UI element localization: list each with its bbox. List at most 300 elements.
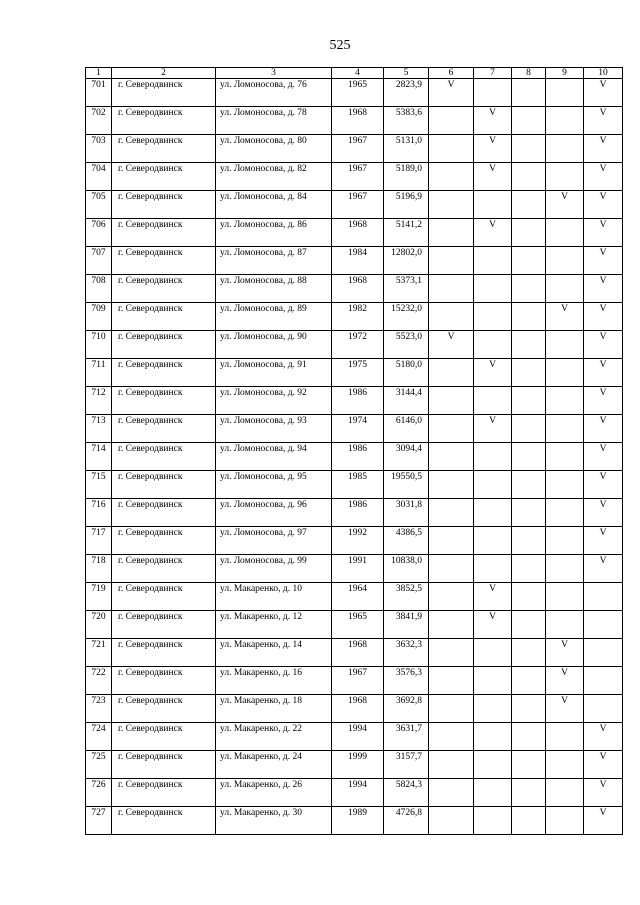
table-row xyxy=(86,79,623,107)
table-row xyxy=(86,219,623,247)
address-cell: ул. Макаренко, д. 14 xyxy=(216,639,332,667)
mark-cell-col-10: V xyxy=(584,303,623,331)
table-row xyxy=(86,247,623,275)
mark-cell-col-8 xyxy=(512,387,546,415)
mark-cell-col-7 xyxy=(474,387,512,415)
city-cell: г. Северодвинск xyxy=(112,527,216,555)
address-cell: ул. Ломоносова, д. 93 xyxy=(216,415,332,443)
table-row xyxy=(86,583,623,611)
mark-cell-col-7 xyxy=(474,471,512,499)
address-cell: ул. Ломоносова, д. 91 xyxy=(216,359,332,387)
mark-cell-col-9 xyxy=(546,499,584,527)
mark-cell-col-10: V xyxy=(584,443,623,471)
mark-cell-col-8 xyxy=(512,331,546,359)
mark-cell-col-8 xyxy=(512,555,546,583)
mark-cell-col-9 xyxy=(546,527,584,555)
column-header: 8 xyxy=(512,68,546,79)
city-cell: г. Северодвинск xyxy=(112,583,216,611)
mark-cell-col-9 xyxy=(546,583,584,611)
year-cell: 1986 xyxy=(332,499,384,527)
mark-cell-col-8 xyxy=(512,415,546,443)
mark-cell-col-7 xyxy=(474,751,512,779)
year-cell: 1992 xyxy=(332,527,384,555)
row-number-cell: 718 xyxy=(86,555,112,583)
address-cell: ул. Ломоносова, д. 86 xyxy=(216,219,332,247)
mark-cell-col-8 xyxy=(512,443,546,471)
city-cell: г. Северодвинск xyxy=(112,807,216,835)
mark-cell-col-6 xyxy=(429,303,474,331)
year-cell: 1967 xyxy=(332,667,384,695)
table-row xyxy=(86,415,623,443)
column-header: 3 xyxy=(216,68,332,79)
row-number-cell: 723 xyxy=(86,695,112,723)
mark-cell-col-6 xyxy=(429,583,474,611)
mark-cell-col-8 xyxy=(512,471,546,499)
column-header: 9 xyxy=(546,68,584,79)
table-row xyxy=(86,471,623,499)
area-cell: 3692,8 xyxy=(384,695,429,723)
mark-cell-col-9 xyxy=(546,331,584,359)
year-cell: 1994 xyxy=(332,723,384,751)
area-cell: 5180,0 xyxy=(384,359,429,387)
mark-cell-col-10 xyxy=(584,611,623,639)
city-cell: г. Северодвинск xyxy=(112,247,216,275)
mark-cell-col-7 xyxy=(474,303,512,331)
row-number-cell: 713 xyxy=(86,415,112,443)
mark-cell-col-10: V xyxy=(584,247,623,275)
mark-cell-col-6 xyxy=(429,723,474,751)
mark-cell-col-9: V xyxy=(546,639,584,667)
table-row xyxy=(86,555,623,583)
mark-cell-col-9 xyxy=(546,611,584,639)
year-cell: 1967 xyxy=(332,135,384,163)
row-number-cell: 717 xyxy=(86,527,112,555)
row-number-cell: 716 xyxy=(86,499,112,527)
year-cell: 1967 xyxy=(332,191,384,219)
mark-cell-col-6 xyxy=(429,415,474,443)
mark-cell-col-9 xyxy=(546,807,584,835)
mark-cell-col-6 xyxy=(429,359,474,387)
year-cell: 1974 xyxy=(332,415,384,443)
mark-cell-col-9 xyxy=(546,415,584,443)
column-header: 5 xyxy=(384,68,429,79)
mark-cell-col-8 xyxy=(512,779,546,807)
year-cell: 1968 xyxy=(332,695,384,723)
table-row xyxy=(86,751,623,779)
column-header: 1 xyxy=(86,68,112,79)
address-cell: ул. Ломоносова, д. 82 xyxy=(216,163,332,191)
mark-cell-col-9: V xyxy=(546,695,584,723)
mark-cell-col-7 xyxy=(474,331,512,359)
area-cell: 5373,1 xyxy=(384,275,429,303)
address-cell: ул. Макаренко, д. 24 xyxy=(216,751,332,779)
year-cell: 1965 xyxy=(332,611,384,639)
mark-cell-col-6 xyxy=(429,163,474,191)
mark-cell-col-8 xyxy=(512,219,546,247)
year-cell: 1968 xyxy=(332,107,384,135)
table-row xyxy=(86,275,623,303)
address-cell: ул. Ломоносова, д. 95 xyxy=(216,471,332,499)
mark-cell-col-6 xyxy=(429,555,474,583)
area-cell: 3841,9 xyxy=(384,611,429,639)
row-number-cell: 720 xyxy=(86,611,112,639)
table-row xyxy=(86,359,623,387)
mark-cell-col-9: V xyxy=(546,303,584,331)
year-cell: 1968 xyxy=(332,219,384,247)
mark-cell-col-8 xyxy=(512,611,546,639)
address-cell: ул. Ломоносова, д. 92 xyxy=(216,387,332,415)
row-number-cell: 709 xyxy=(86,303,112,331)
address-cell: ул. Макаренко, д. 30 xyxy=(216,807,332,835)
table-row xyxy=(86,527,623,555)
mark-cell-col-10: V xyxy=(584,527,623,555)
column-header: 7 xyxy=(474,68,512,79)
year-cell: 1986 xyxy=(332,443,384,471)
address-cell: ул. Ломоносова, д. 87 xyxy=(216,247,332,275)
mark-cell-col-8 xyxy=(512,583,546,611)
mark-cell-col-10: V xyxy=(584,751,623,779)
table-row xyxy=(86,387,623,415)
city-cell: г. Северодвинск xyxy=(112,695,216,723)
address-cell: ул. Ломоносова, д. 76 xyxy=(216,79,332,107)
year-cell: 1985 xyxy=(332,471,384,499)
address-cell: ул. Ломоносова, д. 96 xyxy=(216,499,332,527)
mark-cell-col-7 xyxy=(474,555,512,583)
mark-cell-col-10 xyxy=(584,695,623,723)
table-row xyxy=(86,135,623,163)
row-number-cell: 705 xyxy=(86,191,112,219)
year-cell: 1999 xyxy=(332,751,384,779)
mark-cell-col-7 xyxy=(474,275,512,303)
address-cell: ул. Макаренко, д. 16 xyxy=(216,667,332,695)
city-cell: г. Северодвинск xyxy=(112,275,216,303)
address-cell: ул. Ломоносова, д. 99 xyxy=(216,555,332,583)
city-cell: г. Северодвинск xyxy=(112,751,216,779)
city-cell: г. Северодвинск xyxy=(112,667,216,695)
table-row xyxy=(86,443,623,471)
mark-cell-col-6 xyxy=(429,779,474,807)
row-number-cell: 714 xyxy=(86,443,112,471)
table-row xyxy=(86,191,623,219)
mark-cell-col-10: V xyxy=(584,499,623,527)
year-cell: 1982 xyxy=(332,303,384,331)
mark-cell-col-10 xyxy=(584,667,623,695)
year-cell: 1967 xyxy=(332,163,384,191)
year-cell: 1984 xyxy=(332,247,384,275)
mark-cell-col-6: V xyxy=(429,79,474,107)
mark-cell-col-6 xyxy=(429,247,474,275)
mark-cell-col-9: V xyxy=(546,191,584,219)
year-cell: 1964 xyxy=(332,583,384,611)
column-header: 6 xyxy=(429,68,474,79)
address-cell: ул. Макаренко, д. 26 xyxy=(216,779,332,807)
address-cell: ул. Ломоносова, д. 94 xyxy=(216,443,332,471)
mark-cell-col-8 xyxy=(512,79,546,107)
mark-cell-col-10: V xyxy=(584,275,623,303)
mark-cell-col-10: V xyxy=(584,79,623,107)
mark-cell-col-7 xyxy=(474,247,512,275)
column-header: 2 xyxy=(112,68,216,79)
mark-cell-col-7 xyxy=(474,527,512,555)
year-cell: 1986 xyxy=(332,387,384,415)
row-number-cell: 711 xyxy=(86,359,112,387)
mark-cell-col-10: V xyxy=(584,359,623,387)
year-cell: 1972 xyxy=(332,331,384,359)
mark-cell-col-8 xyxy=(512,191,546,219)
area-cell: 15232,0 xyxy=(384,303,429,331)
table-row xyxy=(86,695,623,723)
mark-cell-col-6: V xyxy=(429,331,474,359)
area-cell: 5523,0 xyxy=(384,331,429,359)
area-cell: 10838,0 xyxy=(384,555,429,583)
city-cell: г. Северодвинск xyxy=(112,163,216,191)
mark-cell-col-8 xyxy=(512,639,546,667)
mark-cell-col-7 xyxy=(474,639,512,667)
column-header: 10 xyxy=(584,68,623,79)
mark-cell-col-8 xyxy=(512,247,546,275)
city-cell: г. Северодвинск xyxy=(112,471,216,499)
mark-cell-col-10: V xyxy=(584,415,623,443)
mark-cell-col-7 xyxy=(474,499,512,527)
mark-cell-col-9 xyxy=(546,79,584,107)
mark-cell-col-10: V xyxy=(584,555,623,583)
page-number: 525 xyxy=(329,38,351,53)
mark-cell-col-10: V xyxy=(584,107,623,135)
row-number-cell: 701 xyxy=(86,79,112,107)
mark-cell-col-9 xyxy=(546,443,584,471)
address-cell: ул. Макаренко, д. 22 xyxy=(216,723,332,751)
mark-cell-col-7: V xyxy=(474,583,512,611)
address-cell: ул. Макаренко, д. 12 xyxy=(216,611,332,639)
address-cell: ул. Макаренко, д. 10 xyxy=(216,583,332,611)
mark-cell-col-8 xyxy=(512,499,546,527)
mark-cell-col-6 xyxy=(429,499,474,527)
area-cell: 5383,6 xyxy=(384,107,429,135)
row-number-cell: 707 xyxy=(86,247,112,275)
address-cell: ул. Ломоносова, д. 78 xyxy=(216,107,332,135)
area-cell: 5141,2 xyxy=(384,219,429,247)
mark-cell-col-9 xyxy=(546,387,584,415)
year-cell: 1968 xyxy=(332,639,384,667)
mark-cell-col-10: V xyxy=(584,191,623,219)
mark-cell-col-10: V xyxy=(584,723,623,751)
city-cell: г. Северодвинск xyxy=(112,415,216,443)
row-number-cell: 722 xyxy=(86,667,112,695)
address-cell: ул. Ломоносова, д. 80 xyxy=(216,135,332,163)
mark-cell-col-10: V xyxy=(584,219,623,247)
table-row xyxy=(86,611,623,639)
year-cell: 1989 xyxy=(332,807,384,835)
housing-registry-table xyxy=(85,67,623,835)
city-cell: г. Северодвинск xyxy=(112,443,216,471)
mark-cell-col-6 xyxy=(429,639,474,667)
mark-cell-col-7 xyxy=(474,723,512,751)
mark-cell-col-10: V xyxy=(584,331,623,359)
year-cell: 1975 xyxy=(332,359,384,387)
city-cell: г. Северодвинск xyxy=(112,359,216,387)
mark-cell-col-10: V xyxy=(584,471,623,499)
city-cell: г. Северодвинск xyxy=(112,107,216,135)
mark-cell-col-7 xyxy=(474,667,512,695)
mark-cell-col-8 xyxy=(512,723,546,751)
mark-cell-col-8 xyxy=(512,695,546,723)
row-number-cell: 726 xyxy=(86,779,112,807)
table-row xyxy=(86,807,623,835)
mark-cell-col-10: V xyxy=(584,779,623,807)
table-row xyxy=(86,163,623,191)
row-number-cell: 719 xyxy=(86,583,112,611)
year-cell: 1965 xyxy=(332,79,384,107)
area-cell: 6146,0 xyxy=(384,415,429,443)
mark-cell-col-8 xyxy=(512,751,546,779)
city-cell: г. Северодвинск xyxy=(112,191,216,219)
area-cell: 4726,8 xyxy=(384,807,429,835)
city-cell: г. Северодвинск xyxy=(112,331,216,359)
area-cell: 5131,0 xyxy=(384,135,429,163)
mark-cell-col-6 xyxy=(429,807,474,835)
mark-cell-col-9 xyxy=(546,247,584,275)
mark-cell-col-6 xyxy=(429,275,474,303)
mark-cell-col-6 xyxy=(429,219,474,247)
mark-cell-col-7 xyxy=(474,79,512,107)
table-row xyxy=(86,723,623,751)
area-cell: 5189,0 xyxy=(384,163,429,191)
mark-cell-col-7 xyxy=(474,443,512,471)
area-cell: 2823,9 xyxy=(384,79,429,107)
mark-cell-col-9 xyxy=(546,779,584,807)
area-cell: 3031,8 xyxy=(384,499,429,527)
area-cell: 19550,5 xyxy=(384,471,429,499)
row-number-cell: 712 xyxy=(86,387,112,415)
row-number-cell: 724 xyxy=(86,723,112,751)
mark-cell-col-8 xyxy=(512,359,546,387)
row-number-cell: 708 xyxy=(86,275,112,303)
mark-cell-col-7: V xyxy=(474,611,512,639)
mark-cell-col-9 xyxy=(546,723,584,751)
mark-cell-col-6 xyxy=(429,135,474,163)
area-cell: 3144,4 xyxy=(384,387,429,415)
mark-cell-col-10: V xyxy=(584,387,623,415)
mark-cell-col-10 xyxy=(584,583,623,611)
table-row xyxy=(86,499,623,527)
mark-cell-col-7: V xyxy=(474,135,512,163)
table-row xyxy=(86,303,623,331)
mark-cell-col-6 xyxy=(429,751,474,779)
row-number-cell: 703 xyxy=(86,135,112,163)
mark-cell-col-6 xyxy=(429,107,474,135)
city-cell: г. Северодвинск xyxy=(112,387,216,415)
mark-cell-col-9 xyxy=(546,751,584,779)
column-header: 4 xyxy=(332,68,384,79)
mark-cell-col-9 xyxy=(546,219,584,247)
mark-cell-col-7 xyxy=(474,695,512,723)
city-cell: г. Северодвинск xyxy=(112,611,216,639)
row-number-cell: 721 xyxy=(86,639,112,667)
mark-cell-col-9 xyxy=(546,107,584,135)
mark-cell-col-10: V xyxy=(584,135,623,163)
area-cell: 3632,3 xyxy=(384,639,429,667)
city-cell: г. Северодвинск xyxy=(112,135,216,163)
area-cell: 5196,9 xyxy=(384,191,429,219)
table-row xyxy=(86,331,623,359)
address-cell: ул. Ломоносова, д. 84 xyxy=(216,191,332,219)
city-cell: г. Северодвинск xyxy=(112,219,216,247)
mark-cell-col-10: V xyxy=(584,163,623,191)
area-cell: 5824,3 xyxy=(384,779,429,807)
mark-cell-col-8 xyxy=(512,135,546,163)
mark-cell-col-8 xyxy=(512,303,546,331)
mark-cell-col-9 xyxy=(546,275,584,303)
mark-cell-col-8 xyxy=(512,163,546,191)
mark-cell-col-8 xyxy=(512,807,546,835)
mark-cell-col-7: V xyxy=(474,415,512,443)
address-cell: ул. Ломоносова, д. 89 xyxy=(216,303,332,331)
mark-cell-col-9 xyxy=(546,163,584,191)
city-cell: г. Северодвинск xyxy=(112,639,216,667)
mark-cell-col-7: V xyxy=(474,219,512,247)
table-row xyxy=(86,779,623,807)
city-cell: г. Северодвинск xyxy=(112,79,216,107)
mark-cell-col-7: V xyxy=(474,163,512,191)
city-cell: г. Северодвинск xyxy=(112,779,216,807)
mark-cell-col-10: V xyxy=(584,807,623,835)
mark-cell-col-6 xyxy=(429,387,474,415)
table-row xyxy=(86,639,623,667)
mark-cell-col-6 xyxy=(429,611,474,639)
mark-cell-col-9 xyxy=(546,359,584,387)
city-cell: г. Северодвинск xyxy=(112,555,216,583)
row-number-cell: 715 xyxy=(86,471,112,499)
mark-cell-col-9 xyxy=(546,555,584,583)
mark-cell-col-7: V xyxy=(474,107,512,135)
year-cell: 1994 xyxy=(332,779,384,807)
mark-cell-col-7 xyxy=(474,807,512,835)
area-cell: 3576,3 xyxy=(384,667,429,695)
row-number-cell: 704 xyxy=(86,163,112,191)
mark-cell-col-8 xyxy=(512,667,546,695)
mark-cell-col-7: V xyxy=(474,359,512,387)
row-number-cell: 710 xyxy=(86,331,112,359)
mark-cell-col-6 xyxy=(429,191,474,219)
area-cell: 3094,4 xyxy=(384,443,429,471)
area-cell: 3157,7 xyxy=(384,751,429,779)
address-cell: ул. Ломоносова, д. 88 xyxy=(216,275,332,303)
mark-cell-col-7 xyxy=(474,779,512,807)
mark-cell-col-6 xyxy=(429,527,474,555)
row-number-cell: 725 xyxy=(86,751,112,779)
mark-cell-col-9: V xyxy=(546,667,584,695)
mark-cell-col-9 xyxy=(546,471,584,499)
city-cell: г. Северодвинск xyxy=(112,723,216,751)
row-number-cell: 727 xyxy=(86,807,112,835)
year-cell: 1991 xyxy=(332,555,384,583)
mark-cell-col-7 xyxy=(474,191,512,219)
column-number-row xyxy=(86,68,623,79)
area-cell: 3852,5 xyxy=(384,583,429,611)
address-cell: ул. Ломоносова, д. 97 xyxy=(216,527,332,555)
address-cell: ул. Макаренко, д. 18 xyxy=(216,695,332,723)
area-cell: 3631,7 xyxy=(384,723,429,751)
table-row xyxy=(86,667,623,695)
mark-cell-col-8 xyxy=(512,527,546,555)
mark-cell-col-9 xyxy=(546,135,584,163)
mark-cell-col-6 xyxy=(429,695,474,723)
table-row xyxy=(86,107,623,135)
year-cell: 1968 xyxy=(332,275,384,303)
mark-cell-col-6 xyxy=(429,443,474,471)
mark-cell-col-6 xyxy=(429,471,474,499)
row-number-cell: 706 xyxy=(86,219,112,247)
